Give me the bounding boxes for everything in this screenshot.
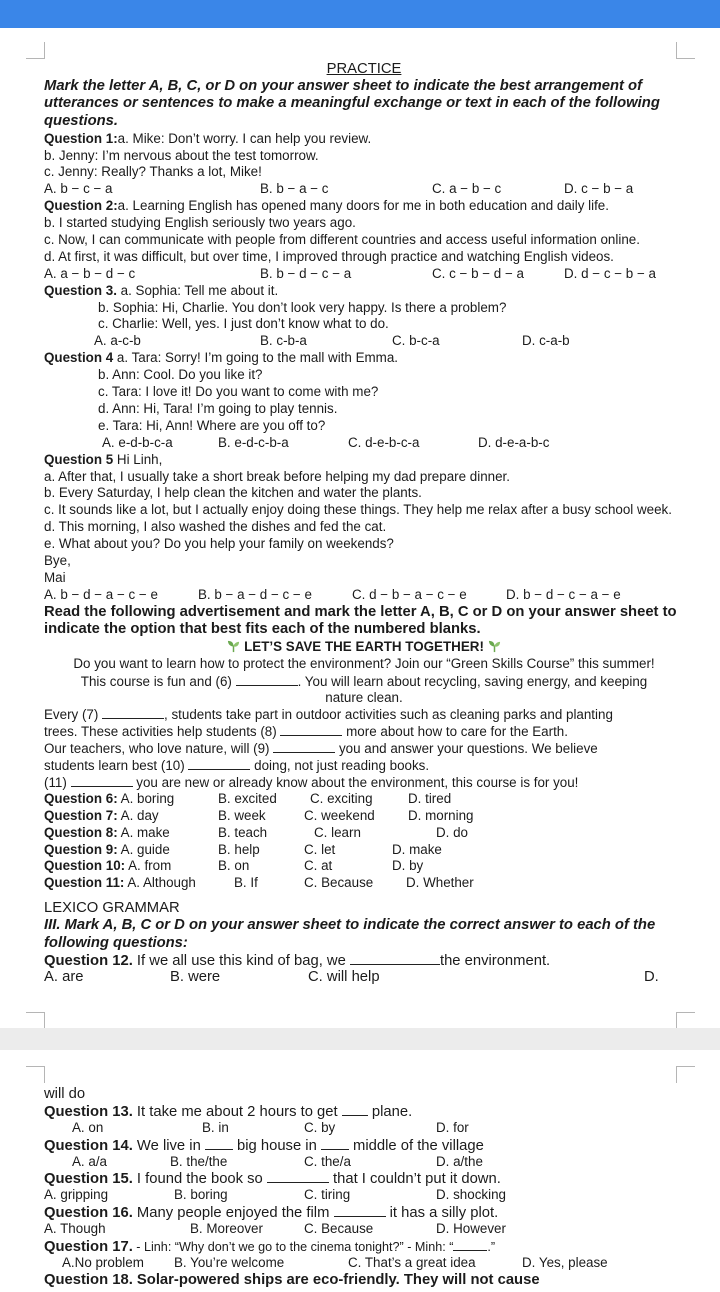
instruction-grammar: III. Mark A, B, C or D on your answer sheet to indicate the correct answer to each of the following questions: xyxy=(44,917,656,951)
question-line: d. This morning, I also washed the dishes and fed the cat. xyxy=(44,519,387,535)
answer-options xyxy=(44,587,684,604)
question-17: Question 17. - Linh: “Why don’t we go to the cinema tonight?” - Minh: “ .” xyxy=(44,1239,496,1256)
option-a[interactable]: A.No problem xyxy=(62,1254,144,1270)
option-d[interactable]: D. Yes, please xyxy=(522,1254,608,1270)
option-b[interactable]: B. boring xyxy=(174,1187,228,1203)
option-d[interactable]: D. c − b − a xyxy=(564,181,634,197)
ad-title: LET’S SAVE THE EARTH TOGETHER! xyxy=(244,638,484,654)
question-5: Question 5 Hi Linh, xyxy=(44,451,163,467)
option-a[interactable]: A. are xyxy=(44,969,84,986)
blank-11[interactable] xyxy=(71,774,133,787)
question-line: a. After that, I usually take a short break before helping my dad prepare dinner. xyxy=(44,468,510,484)
option-d[interactable]: D. a/the xyxy=(436,1153,483,1169)
question-line: c. Now, I can communicate with people from different countries and access useful information online. xyxy=(44,232,640,248)
app-top-bar xyxy=(0,0,720,28)
worksheet-page-2 xyxy=(0,1050,720,1292)
blank-16[interactable] xyxy=(334,1204,386,1217)
option-c[interactable]: C. c − b − d − a xyxy=(432,265,524,281)
option-b[interactable]: B. help xyxy=(218,841,260,857)
ad-text-line: trees. These activities help students (8) more about how to care for the Earth. xyxy=(44,724,568,740)
section-heading: LEXICO GRAMMAR xyxy=(44,900,180,917)
option-a[interactable]: A. guide xyxy=(117,841,170,857)
option-a[interactable]: A. b − d − a − c − e xyxy=(44,586,158,602)
question-12: Question 12. If we all use this kind of bag, we the environment. xyxy=(44,953,551,970)
question-line: b. Sophia: Hi, Charlie. You don’t look very happy. Is there a problem? xyxy=(98,299,507,315)
option-d[interactable]: D. shocking xyxy=(436,1187,506,1203)
option-d[interactable]: D. d-e-a-b-c xyxy=(478,434,550,450)
question-line: b. Jenny: I’m nervous about the test tomorrow. xyxy=(44,147,319,163)
option-a[interactable]: A. from xyxy=(125,858,172,874)
answer-options xyxy=(44,1154,684,1171)
question-line: b. Ann: Cool. Do you like it? xyxy=(98,367,263,383)
question-14: Question 14. We live in big house in middle of the village xyxy=(44,1137,484,1154)
page-separator xyxy=(0,1028,720,1050)
worksheet-content xyxy=(44,61,684,986)
option-a[interactable]: A. make xyxy=(117,824,170,840)
question-11: Question 11: A. Although B. If C. Because D. Whether xyxy=(44,875,474,891)
question-line: c. Charlie: Well, yes. I just don’t know what to do. xyxy=(98,316,389,332)
question-line: d. Ann: Hi, Tara! I’m going to play tennis. xyxy=(98,400,338,416)
option-d[interactable]: D. do xyxy=(436,824,469,840)
letter-signoff: Bye, xyxy=(44,552,71,568)
option-d[interactable]: D. d − c − b − a xyxy=(564,265,656,281)
page-corner-mark xyxy=(26,1066,45,1083)
option-d[interactable]: D. tired xyxy=(408,790,452,806)
question-12-continued: will do xyxy=(44,1086,86,1102)
option-c[interactable]: C. That’s a great idea xyxy=(348,1254,476,1270)
option-d[interactable]: D. for xyxy=(436,1119,469,1135)
option-b[interactable]: B. Moreover xyxy=(190,1221,263,1237)
instruction-arrangement: Mark the letter A, B, C, or D on your answer sheet to indicate the best arrangement of utterances or sentences to make a meaningful exchange or text in each of the following questions. xyxy=(44,77,660,130)
option-b[interactable]: B. teach xyxy=(218,824,268,840)
option-c[interactable]: C. tiring xyxy=(304,1187,351,1203)
option-c[interactable]: C. Because xyxy=(304,875,374,891)
option-b[interactable]: B. b − a − c xyxy=(260,181,329,197)
page-corner-mark xyxy=(676,1012,695,1029)
option-c[interactable]: C. b-c-a xyxy=(392,333,440,349)
option-a[interactable]: A. e-d-b-c-a xyxy=(102,434,173,450)
page-corner-mark xyxy=(26,1012,45,1029)
option-c[interactable]: C. will help xyxy=(308,969,380,986)
option-b[interactable]: B. in xyxy=(202,1119,229,1135)
question-1: Question 1:a. Mike: Don’t worry. I can help you review. xyxy=(44,130,372,146)
page-corner-mark xyxy=(26,42,45,59)
question-3: Question 3. a. Sophia: Tell me about it. xyxy=(44,282,279,298)
option-c[interactable]: C. d-e-b-c-a xyxy=(348,434,420,450)
option-b[interactable]: B. on xyxy=(218,858,250,874)
option-a[interactable]: A. boring xyxy=(117,790,175,806)
option-c[interactable]: C. a − b − c xyxy=(432,181,502,197)
page-corner-mark xyxy=(676,42,695,59)
instruction-advertisement: Read the following advertisement and mark the letter A, B, C or D on your answer sheet to indicate the option that best fits each of the numbered blanks. xyxy=(44,603,677,638)
answer-options xyxy=(44,969,684,986)
option-d[interactable]: D. by xyxy=(392,858,424,874)
practice-title: PRACTICE xyxy=(326,61,402,77)
option-a[interactable]: A. a-c-b xyxy=(94,333,141,349)
ad-text-line: Our teachers, who love nature, will (9) you and answer your questions. We believe xyxy=(44,741,598,757)
blank-10[interactable] xyxy=(188,757,250,770)
answer-options xyxy=(44,266,684,283)
option-b[interactable]: B. b − a − d − c − e xyxy=(198,586,312,602)
letter-signature: Mai xyxy=(44,569,66,585)
option-a[interactable]: A. Though xyxy=(44,1221,106,1237)
ad-text-line: Every (7) , students take part in outdoor activities such as cleaning parks and planting xyxy=(44,707,613,723)
option-a[interactable]: A. a − b − d − c xyxy=(44,265,136,281)
blank-9[interactable] xyxy=(273,740,335,753)
ad-text-line: nature clean. xyxy=(325,689,403,705)
option-b[interactable]: B. the/the xyxy=(170,1153,228,1169)
option-d[interactable]: D. make xyxy=(392,841,442,857)
seedling-icon xyxy=(227,640,240,653)
option-c[interactable]: C. Because xyxy=(304,1221,374,1237)
option-a[interactable]: A. on xyxy=(72,1119,104,1135)
option-b[interactable]: B. b − d − c − a xyxy=(260,265,352,281)
worksheet-content-2 xyxy=(44,1086,684,1289)
question-8: Question 8: A. make B. teach C. learn D. do xyxy=(44,824,469,840)
option-b[interactable]: B. c-b-a xyxy=(260,333,307,349)
option-d[interactable]: D. b − d − c − a − e xyxy=(506,586,621,602)
question-2: Question 2:a. Learning English has opened many doors for me in both education and daily life. xyxy=(44,198,609,214)
blank-12[interactable] xyxy=(350,952,440,965)
ad-text-line: Do you want to learn how to protect the environment? Join our “Green Skills Course” this summer! xyxy=(73,655,655,671)
blank-14b[interactable] xyxy=(321,1137,349,1150)
option-d[interactable]: D. Whether xyxy=(406,875,474,891)
option-b[interactable]: B. e-d-c-b-a xyxy=(218,434,289,450)
question-line: c. Tara: I love it! Do you want to come with me? xyxy=(98,384,379,400)
question-line: e. Tara: Hi, Ann! Where are you off to? xyxy=(98,417,326,433)
option-c[interactable]: C. the/a xyxy=(304,1153,351,1169)
ad-text-line: This course is fun and (6) . You will learn about recycling, saving energy, and keeping xyxy=(80,673,648,689)
ad-text-line: students learn best (10) doing, not just reading books. xyxy=(44,758,430,774)
option-d[interactable]: D. c-a-b xyxy=(522,333,570,349)
option-a[interactable]: A. b − c − a xyxy=(44,181,113,197)
blank-15[interactable] xyxy=(267,1170,329,1183)
option-c[interactable]: C. weekend xyxy=(304,807,375,823)
answer-options xyxy=(44,1120,684,1137)
question-10: Question 10: A. from B. on C. at D. by xyxy=(44,858,424,874)
option-b[interactable]: B. were xyxy=(170,969,221,986)
option-b[interactable]: B. week xyxy=(218,807,266,823)
blank-7[interactable] xyxy=(102,706,164,719)
page-corner-mark xyxy=(676,1066,695,1083)
option-c[interactable]: C. let xyxy=(304,841,336,857)
seedling-icon xyxy=(488,640,501,653)
option-c[interactable]: C. learn xyxy=(314,824,361,840)
worksheet-page-1 xyxy=(0,28,720,1028)
question-18-partial: Question 18. Solar-powered ships are eco-friendly. They will not cause xyxy=(44,1271,540,1288)
question-15: Question 15. I found the book so that I couldn’t put it down. xyxy=(44,1171,501,1188)
question-line: b. Every Saturday, I help clean the kitchen and water the plants. xyxy=(44,485,422,501)
option-a[interactable]: A. a/a xyxy=(72,1153,107,1169)
blank-17[interactable] xyxy=(453,1238,487,1251)
ad-text-line: (11) you are new or already know about the environment, this course is for you! xyxy=(44,774,579,790)
blank-6[interactable] xyxy=(236,673,298,686)
option-c[interactable]: C. at xyxy=(304,858,333,874)
question-9: Question 9: A. guide B. help C. let D. make xyxy=(44,841,442,857)
ad-title-row xyxy=(44,639,684,656)
blank-13[interactable] xyxy=(342,1103,368,1116)
question-line: c. Jenny: Really? Thanks a lot, Mike! xyxy=(44,164,262,180)
option-b[interactable]: B. excited xyxy=(218,790,277,806)
blank-8[interactable] xyxy=(280,723,342,736)
question-line: d. At first, it was difficult, but over time, I improved through practice and watching English videos. xyxy=(44,248,614,264)
option-c[interactable]: C. exciting xyxy=(310,790,373,806)
option-b[interactable]: B. If xyxy=(234,875,258,891)
answer-options xyxy=(44,1221,684,1238)
question-7: Question 7: A. day B. week C. weekend D. morning xyxy=(44,807,474,823)
question-13: Question 13. It take me about 2 hours to get plane. xyxy=(44,1103,413,1120)
question-6: Question 6: A. boring B. excited C. exciting D. tired xyxy=(44,790,452,806)
option-d[interactable]: D. xyxy=(644,969,659,986)
option-a[interactable]: A. gripping xyxy=(44,1187,109,1203)
question-line: e. What about you? Do you help your family on weekends? xyxy=(44,536,394,552)
option-d[interactable]: D. However xyxy=(436,1221,506,1237)
option-d[interactable]: D. morning xyxy=(408,807,474,823)
answer-options xyxy=(44,435,684,452)
answer-options xyxy=(44,1187,684,1204)
question-4: Question 4 a. Tara: Sorry! I’m going to the mall with Emma. xyxy=(44,350,398,366)
answer-options xyxy=(44,333,684,350)
question-line: c. It sounds like a lot, but I actually enjoy doing these things. They help me relax after a busy school week. xyxy=(44,502,672,518)
blank-14a[interactable] xyxy=(205,1137,233,1150)
answer-options xyxy=(44,1255,684,1272)
question-16: Question 16. Many people enjoyed the film it has a silly plot. xyxy=(44,1205,499,1222)
question-line: b. I started studying English seriously two years ago. xyxy=(44,215,356,231)
option-a[interactable]: A. day xyxy=(117,807,159,823)
option-c[interactable]: C. d − b − a − c − e xyxy=(352,586,467,602)
answer-options xyxy=(44,181,684,198)
option-a[interactable]: A. Although xyxy=(124,875,196,891)
option-b[interactable]: B. You’re welcome xyxy=(174,1254,285,1270)
option-c[interactable]: C. by xyxy=(304,1119,336,1135)
